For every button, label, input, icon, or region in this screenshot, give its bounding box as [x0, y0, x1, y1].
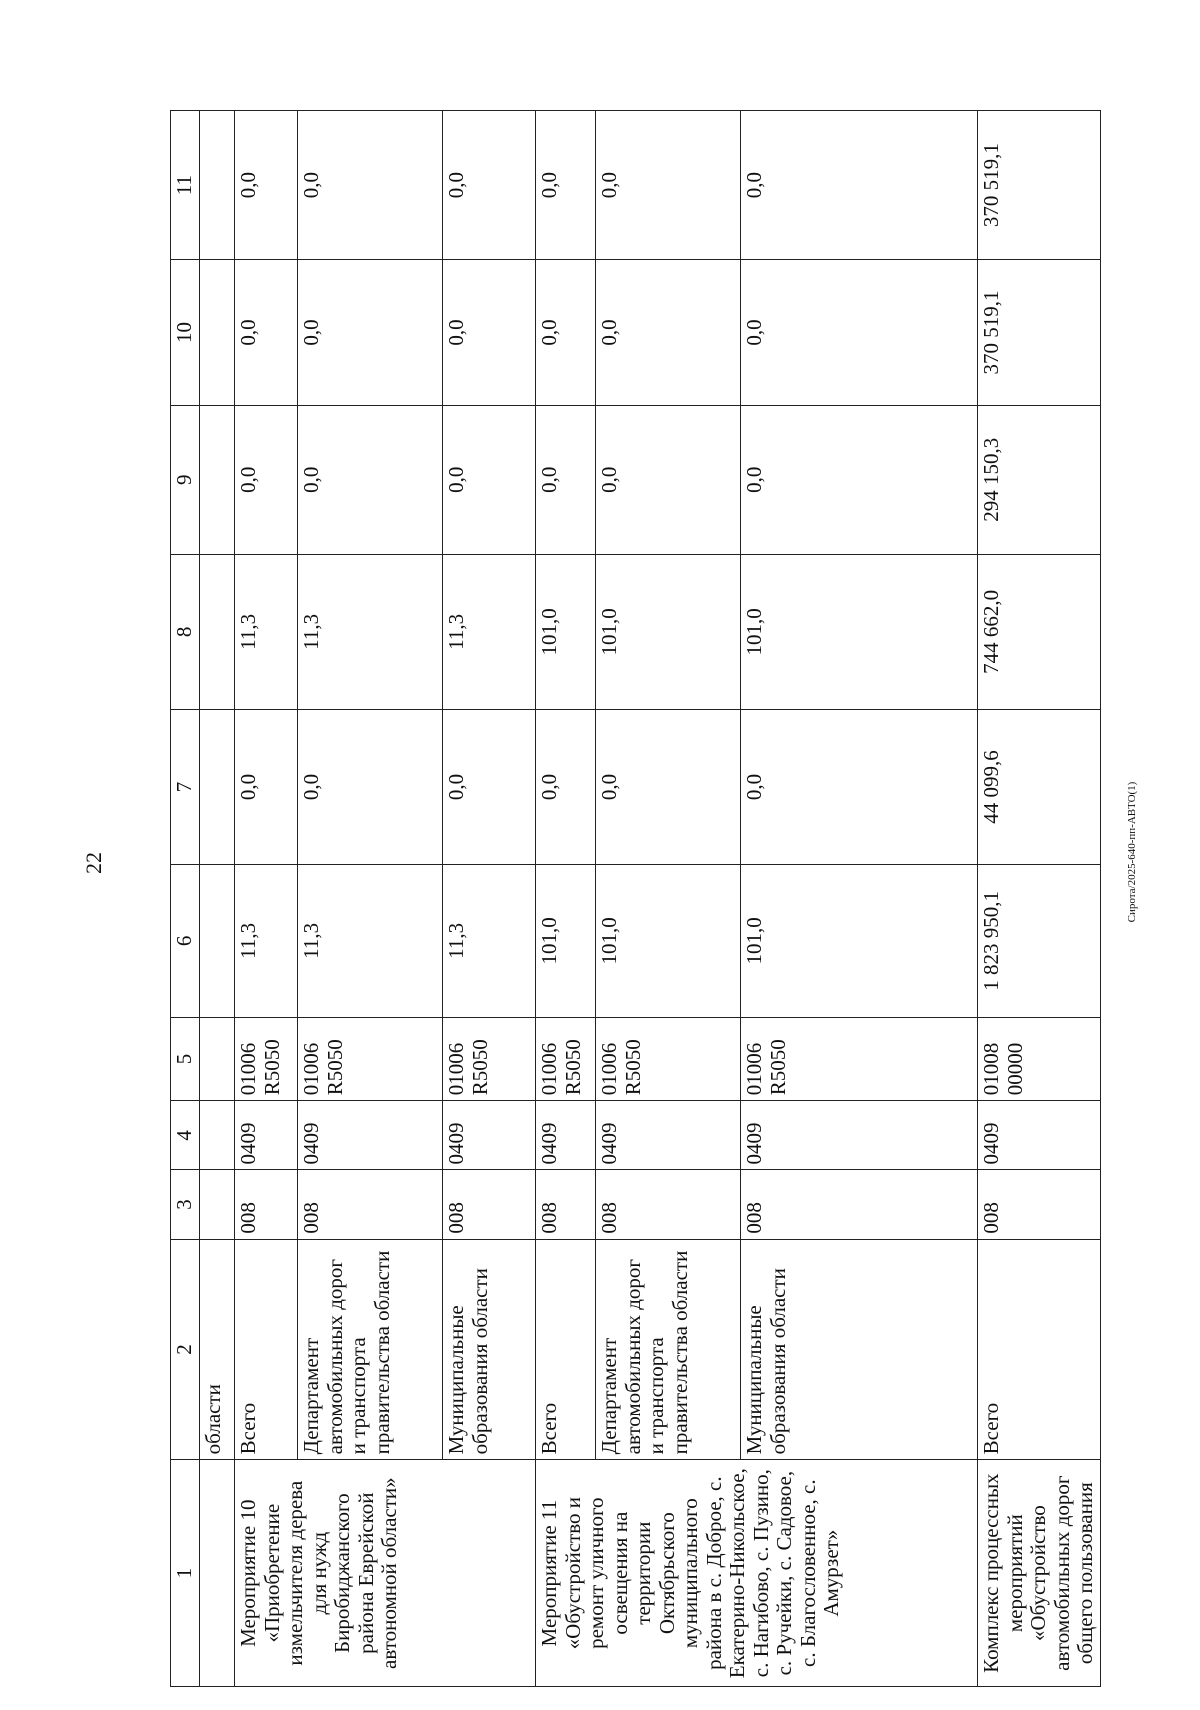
value-cell: 0,0 [536, 111, 596, 260]
header-cell: 3 [171, 1170, 200, 1239]
code-cell: 0409 [298, 1101, 443, 1170]
measure-name-cell: Мероприятие 10 «Приобретение измельчителя дерева для нужд Биробиджанского района Еврейской автономной области» [235, 1460, 536, 1687]
code-cell: 0409 [443, 1101, 536, 1170]
value-cell: 101,0 [741, 865, 978, 1018]
value-cell: 0,0 [443, 260, 536, 406]
value-cell: 0,0 [741, 405, 978, 554]
value-cell: 11,3 [298, 554, 443, 709]
value-cell: 0,0 [536, 405, 596, 554]
value-cell: 0,0 [741, 709, 978, 864]
code-cell: 01006 R5050 [596, 1017, 741, 1101]
code-cell: 01006 R5050 [443, 1017, 536, 1101]
budget-table [170, 110, 1101, 1687]
table-cell [200, 405, 235, 554]
value-cell: 1 823 950,1 [978, 865, 1101, 1018]
value-cell: 11,3 [443, 865, 536, 1018]
value-cell: 0,0 [741, 111, 978, 260]
value-cell: 0,0 [298, 405, 443, 554]
executor-cell: Всего [978, 1239, 1101, 1460]
value-cell: 0,0 [443, 405, 536, 554]
table-row [443, 111, 536, 1687]
header-cell: 2 [171, 1239, 200, 1460]
value-cell: 0,0 [536, 260, 596, 406]
code-cell: 008 [741, 1170, 978, 1239]
code-cell: 008 [443, 1170, 536, 1239]
code-cell: 0409 [596, 1101, 741, 1170]
continuation-row [200, 111, 235, 1687]
value-cell: 101,0 [536, 554, 596, 709]
value-cell: 101,0 [741, 554, 978, 709]
executor-cell: Департамент автомобильных дорог и транспорта правительства области [298, 1239, 443, 1460]
value-cell: 11,3 [235, 554, 298, 709]
table-cell [200, 1170, 235, 1239]
code-cell: 008 [235, 1170, 298, 1239]
code-cell: 0409 [978, 1101, 1101, 1170]
code-cell: 0409 [235, 1101, 298, 1170]
code-cell: 01008 00000 [978, 1017, 1101, 1101]
code-cell: 01006 R5050 [741, 1017, 978, 1101]
value-cell: 0,0 [596, 260, 741, 406]
table-cell [200, 709, 235, 864]
value-cell: 0,0 [235, 260, 298, 406]
value-cell: 0,0 [235, 405, 298, 554]
measure-name-cell: Мероприятие 11 «Обустройство и ремонт уличного освещения на территории Октябрьского муниципального района в с. Доброе, с. Екатерино-Никольское, с. Нагибово, с. Пузино, с. Ручейки, с. Садовое, с. Благословенное, с. Амурзет» [536, 1460, 978, 1687]
code-cell: 0409 [741, 1101, 978, 1170]
value-cell: 0,0 [298, 709, 443, 864]
header-cell: 7 [171, 709, 200, 864]
header-cell: 5 [171, 1017, 200, 1101]
value-cell: 294 150,3 [978, 405, 1101, 554]
value-cell: 11,3 [235, 865, 298, 1018]
header-cell: 9 [171, 405, 200, 554]
value-cell: 0,0 [235, 111, 298, 260]
code-cell: 008 [978, 1170, 1101, 1239]
rotated-table-layer [170, 110, 1098, 1687]
header-cell: 10 [171, 260, 200, 406]
header-cell: 11 [171, 111, 200, 260]
page-number: 22 [81, 852, 106, 874]
code-cell: 008 [536, 1170, 596, 1239]
table-cell [200, 1460, 235, 1687]
document-code: Сирота/2025-640-пп-АВТО(1) [1126, 781, 1138, 923]
value-cell: 744 662,0 [978, 554, 1101, 709]
code-cell: 01006 R5050 [536, 1017, 596, 1101]
table-cell [200, 260, 235, 406]
executor-cell: Всего [235, 1239, 298, 1460]
code-cell: 008 [298, 1170, 443, 1239]
executor-cell: Муниципальные образования области [443, 1239, 536, 1460]
table-row [298, 111, 443, 1687]
executor-cell: Всего [536, 1239, 596, 1460]
value-cell: 11,3 [443, 554, 536, 709]
header-cell: 1 [171, 1460, 200, 1687]
table-cell [200, 1017, 235, 1101]
header-cell: 8 [171, 554, 200, 709]
value-cell: 101,0 [596, 554, 741, 709]
value-cell: 0,0 [443, 111, 536, 260]
executor-cell: Муниципальные образования области [741, 1239, 978, 1460]
table-container [170, 110, 1098, 1687]
value-cell: 101,0 [536, 865, 596, 1018]
table-row [978, 111, 1101, 1687]
value-cell: 0,0 [443, 709, 536, 864]
table-cell [200, 554, 235, 709]
table-row [235, 111, 298, 1687]
table-cell [200, 865, 235, 1018]
code-cell: 008 [596, 1170, 741, 1239]
value-cell: 370 519,1 [978, 111, 1101, 260]
value-cell: 101,0 [596, 865, 741, 1018]
value-cell: 0,0 [596, 111, 741, 260]
table-cell: области [200, 1239, 235, 1460]
value-cell: 0,0 [298, 260, 443, 406]
table-cell [200, 1101, 235, 1170]
code-cell: 01006 R5050 [235, 1017, 298, 1101]
header-row [171, 111, 200, 1687]
header-cell: 4 [171, 1101, 200, 1170]
value-cell: 0,0 [235, 709, 298, 864]
value-cell: 0,0 [596, 405, 741, 554]
value-cell: 0,0 [741, 260, 978, 406]
value-cell: 44 099,6 [978, 709, 1101, 864]
value-cell: 11,3 [298, 865, 443, 1018]
header-cell: 6 [171, 865, 200, 1018]
value-cell: 0,0 [536, 709, 596, 864]
table-cell [200, 111, 235, 260]
value-cell: 0,0 [298, 111, 443, 260]
value-cell: 0,0 [596, 709, 741, 864]
code-cell: 01006 R5050 [298, 1017, 443, 1101]
measure-name-cell: Комплекс процессных мероприятий «Обустройство автомобильных дорог общего пользования [978, 1460, 1101, 1687]
table-row [536, 111, 596, 1687]
value-cell: 370 519,1 [978, 260, 1101, 406]
code-cell: 0409 [536, 1101, 596, 1170]
executor-cell: Департамент автомобильных дорог и транспорта правительства области [596, 1239, 741, 1460]
table-row [596, 111, 741, 1687]
table-row [741, 111, 978, 1687]
